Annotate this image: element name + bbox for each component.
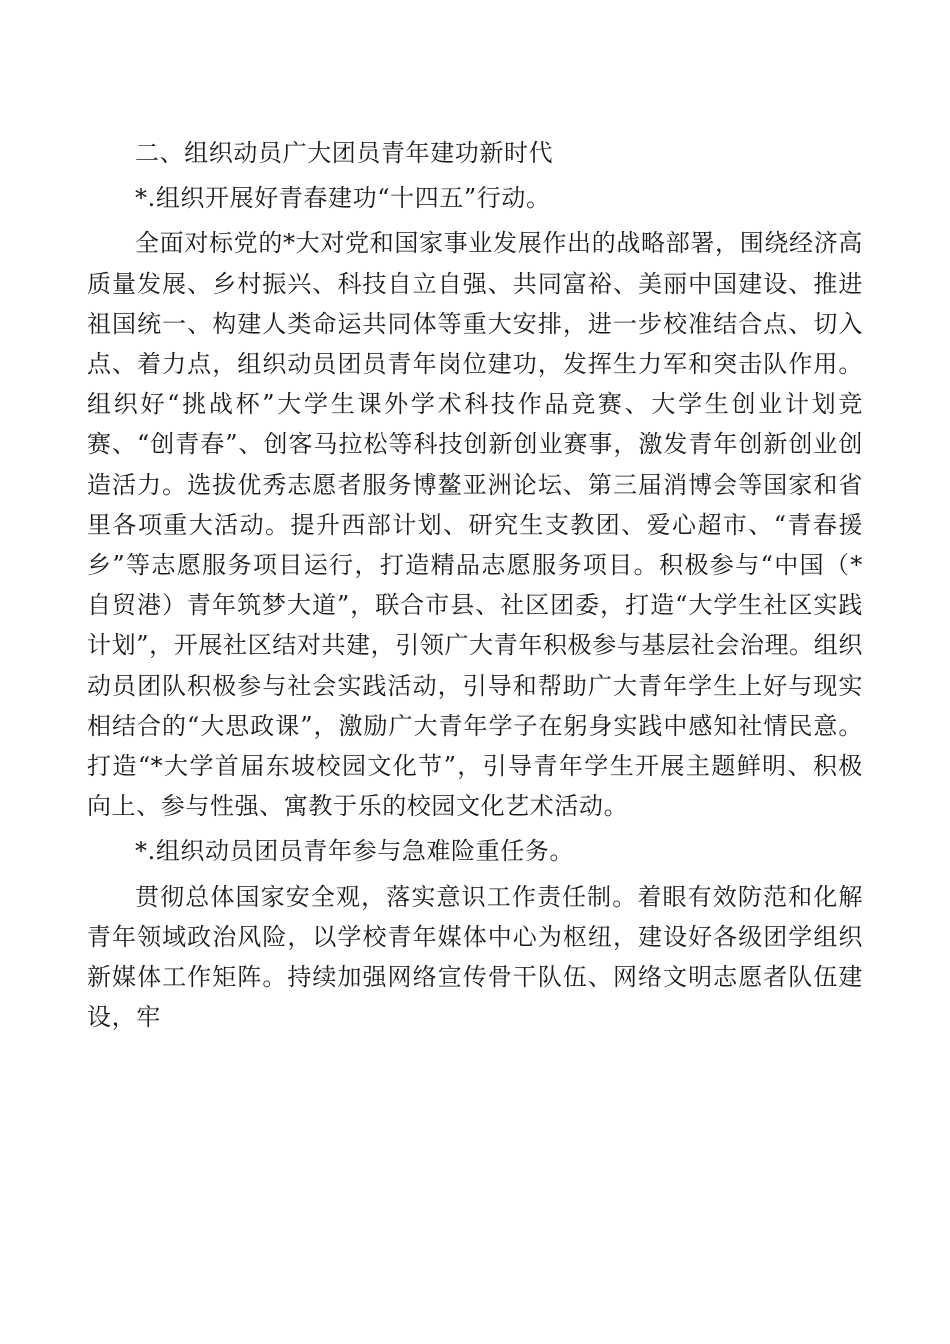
section2-title: *.组织动员团员青年参与急难险重任务。 xyxy=(135,837,575,866)
section-heading: 二、组织动员广大团员青年建功新时代 xyxy=(135,139,554,167)
section1-paragraph: 全面对标党的*大对党和国家事业发展作出的战略部署，围绕经济高质量发展、乡村振兴、科技自立自强、共同富裕、美丽中国建设、推进祖国统一、构建人类命运共同体等重大安排，进一步校准结合点、切入点、着力点，组织动员团员青年岗位建功，发挥生力军和突击队作用。组织好“挑战杯”大学生课外学术科技作品竞赛、大学生创业计划竞赛、“创青春”、创客马拉松等科技创新创业赛事，激发青年创新创业创造活力。选拔优秀志愿者服务博鳌亚洲论坛、第三届消博会等国家和省里各项重大活动。提升西部计划、研究生支教团、爱心超市、“青春援乡”等志愿服务项目运行，打造精品志愿服务项目。积极参与“中国（*自贸港）青年筑梦大道”，联合市县、社区团委，打造“大学生社区实践计划”，开展社区结对共建，引领广大青年积极参与基层社会治理。组织动员团队积极参与社会实践活动，引导和帮助广大青年学生上好与现实相结合的“大思政课”，激励广大青年学子在躬身实践中感知社情民意。打造“*大学首届东坡校园文化节”，引导青年学生开展主题鲜明、积极向上、参与性强、寓教于乐的校园文化艺术活动。 xyxy=(87,229,863,821)
document-body xyxy=(87,133,863,1037)
section2-paragraph: 贯彻总体国家安全观，落实意识工作责任制。着眼有效防范和化解青年领域政治风险，以学校青年媒体中心为枢纽，建设好各级团学组织新媒体工作矩阵。持续加强网络宣传骨干队伍、网络文明志愿者队伍建设，牢 xyxy=(87,882,863,1032)
section1-title: *.组织开展好青春建功“十四五”行动。 xyxy=(135,184,551,213)
